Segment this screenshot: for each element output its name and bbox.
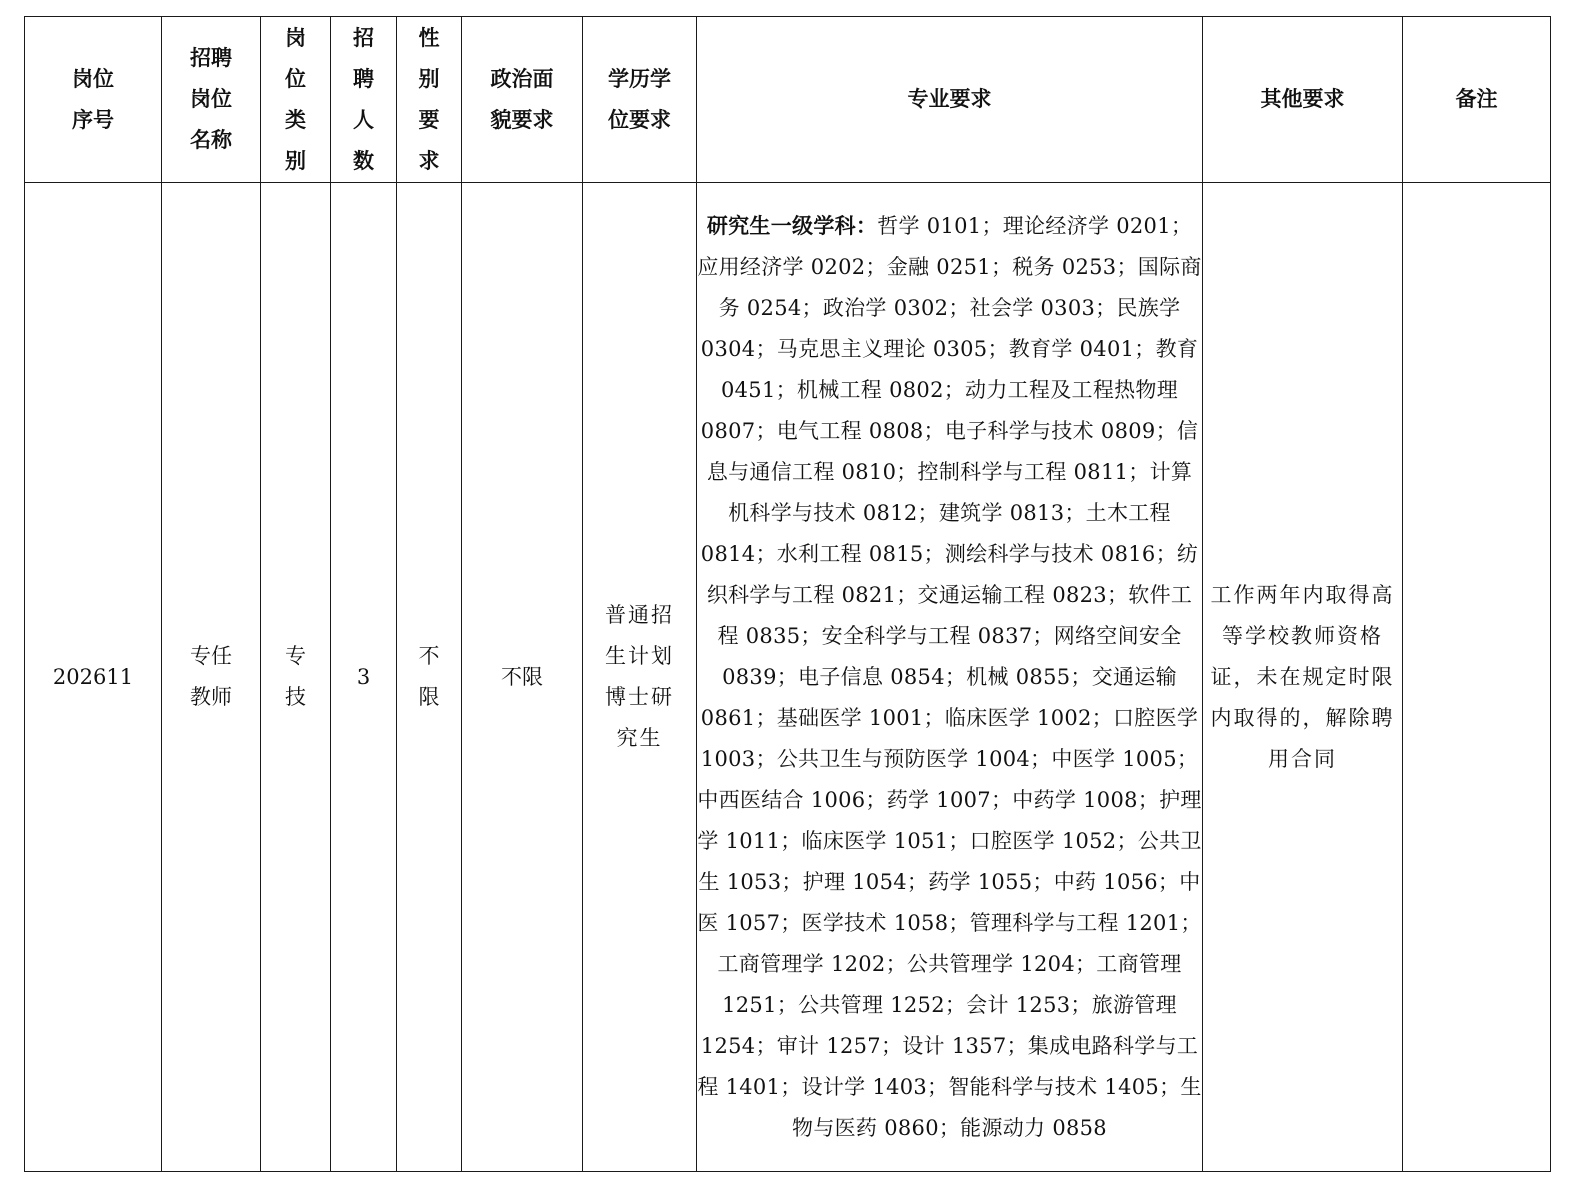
cell-gender: 不限 [397,183,462,1172]
cell-position-type: 专技 [261,183,331,1172]
cell-headcount: 3 [331,183,397,1172]
cell-major [697,183,1203,1172]
header-political: 政治面貌要求 [462,17,583,183]
cell-education: 普通招生计划博士研究生 [583,183,697,1172]
header-other: 其他要求 [1203,17,1403,183]
table-row [25,183,1551,1172]
header-education: 学历学位要求 [583,17,697,183]
cell-political: 不限 [462,183,583,1172]
major-list: 哲学 0101；理论经济学 0201；应用经济学 0202；金融 0251；税务 0253；国际商务 0254；政治学 0302；社会学 0303；民族学 0304；马克思主义理论 0305；教育学 0401；教育 0451；机械工程 0802；动力工程及工程热物理 0807；电气工程 0808；电子科学与技术 0809；信息与通信工程 0810；控制科学与工程 0811；计算机科学与技术 0812；建筑学 0813；土木工程 0814；水利工程 0815；测绘科学与技术 0816；纺织科学与工程 0821；交通运输工程 0823；软件工程 0835；安全科学与工程 0837；网络空间安全 0839；电子信息 0854；机械 0855；交通运输 0861；基础医学 1001；临床医学 1002；口腔医学 1003；公共卫生与预防医学 1004；中医学 1005；中西医结合 1006；药学 1007；中药学 1008；护理学 1011；临床医学 1051；口腔医学 1052；公共卫生 1053；护理 1054；药学 1055；中药 1056；中医 1057；医学技术 1058；管理科学与工程 1201；工商管理学 1202；公共管理学 1204；工商管理 1251；公共管理 1252；会计 1253；旅游管理 1254；审计 1257；设计 1357；集成电路科学与工程 1401；设计学 1403；智能科学与技术 1405；生物与医药 0860；能源动力 0858 [697,214,1202,1140]
header-remarks: 备注 [1403,17,1551,183]
table-header-row [25,17,1551,183]
header-major: 专业要求 [697,17,1203,183]
header-headcount: 招聘人数 [331,17,397,183]
header-position-name: 招聘岗位名称 [162,17,261,183]
header-gender: 性别要求 [397,17,462,183]
cell-position-no: 202611 [25,183,162,1172]
cell-other: 工作两年内取得高等学校教师资格证，未在规定时限内取得的，解除聘用合同 [1203,183,1403,1172]
major-label: 研究生一级学科： [706,213,878,238]
cell-position-name: 专任教师 [162,183,261,1172]
header-position-no: 岗位序号 [25,17,162,183]
recruitment-table [24,16,1551,1172]
header-position-type: 岗位类别 [261,17,331,183]
cell-remarks [1403,183,1551,1172]
